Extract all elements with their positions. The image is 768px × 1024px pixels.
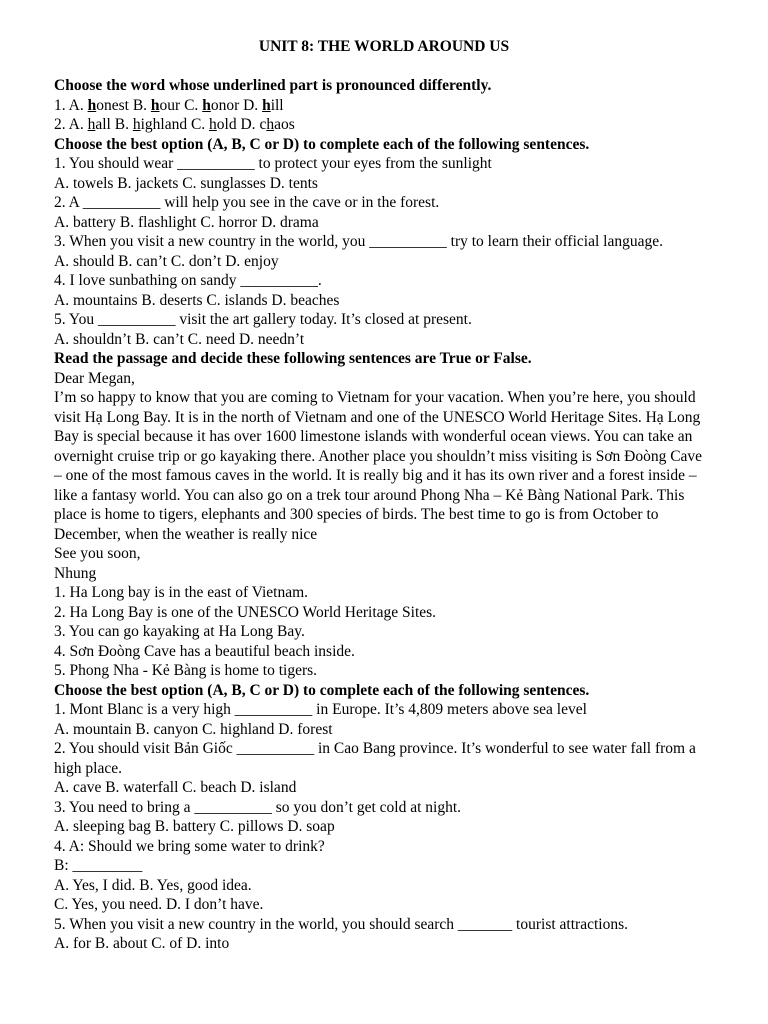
true-false-statement: 3. You can go kayaking at Ha Long Bay.: [54, 623, 305, 640]
question-line: 1. Mont Blanc is a very high __________ in Europe. It’s 4,809 meters above sea level: [54, 701, 587, 718]
passage-line: – one of the most famous caves in the world. It is really big and it has its own river and a forest inside –: [54, 467, 697, 484]
passage-line: like a fantasy world. You can also go on a trek tour around Phong Nha – Kẻ Bàng National Park. This: [54, 486, 685, 504]
true-false-statement: 4. Sơn Đoòng Cave has a beautiful beach inside.: [54, 642, 355, 660]
options-line: A. Yes, I did. B. Yes, good idea.: [54, 876, 252, 894]
letter-signature: Nhung: [54, 564, 97, 582]
options-line: A. shouldn’t B. can’t C. need D. needn’t: [54, 330, 305, 348]
passage-line: December, when the weather is really nice: [54, 525, 318, 543]
options-line: A. mountains B. deserts C. islands D. beaches: [54, 291, 340, 309]
letter-greeting: Dear Megan,: [54, 369, 135, 387]
question-line: 5. You __________ visit the art gallery today. It’s closed at present.: [54, 311, 472, 328]
options-line: A. towels B. jackets C. sunglasses D. tents: [54, 174, 318, 192]
passage-line: place is home to tigers, elephants and 300 species of birds. The best time to go is from October to: [54, 506, 659, 523]
question-line-continued: high place.: [54, 759, 123, 777]
section-heading-multiple-choice-2: Choose the best option (A, B, C or D) to complete each of the following sentences.: [54, 681, 590, 699]
true-false-statement: 2. Ha Long Bay is one of the UNESCO World Heritage Sites.: [54, 603, 437, 621]
letter-closing: See you soon,: [54, 545, 141, 562]
options-line: A. battery B. flashlight C. horror D. drama: [54, 213, 319, 231]
passage-line: I’m so happy to know that you are coming to Vietnam for your vacation. When you’re here, you should: [54, 389, 696, 406]
true-false-statement: 5. Phong Nha - Kẻ Bàng is home to tigers.: [54, 662, 318, 679]
options-line: A. cave B. waterfall C. beach D. island: [54, 779, 297, 796]
options-line: A. sleeping bag B. battery C. pillows D. soap: [54, 818, 335, 835]
answer-blank-line: B: _________: [54, 857, 143, 874]
question-line: 4. A: Should we bring some water to drink?: [54, 837, 325, 855]
question-pronunciation-1: 1. A. honest B. hour C. honor D. hill: [54, 96, 284, 114]
question-line: 4. I love sunbathing on sandy __________.: [54, 272, 322, 289]
question-line: 3. You need to bring a __________ so you don’t get cold at night.: [54, 798, 461, 816]
passage-line: overnight cruise trip or go kayaking there. Another place you shouldn’t miss visiting is Sơn Đoòng Cave: [54, 447, 703, 465]
true-false-statement: 1. Ha Long bay is in the east of Vietnam.: [54, 584, 309, 601]
options-line: A. should B. can’t C. don’t D. enjoy: [54, 252, 279, 270]
question-line: 3. When you visit a new country in the world, you __________ try to learn their official language.: [54, 233, 663, 250]
section-heading-pronunciation: Choose the word whose underlined part is pronounced differently.: [54, 77, 492, 94]
reading-passage: [54, 388, 744, 544]
options-line: C. Yes, you need. D. I don’t have.: [54, 896, 264, 913]
passage-line: Bay is special because it has over 1600 limestone islands with wonderful ocean views. You can take an: [54, 428, 693, 445]
passage-line: visit Hạ Long Bay. It is in the north of Vietnam and one of the UNESCO World Heritage Sites. Hạ Long: [54, 408, 701, 426]
section-heading-reading: Read the passage and decide these following sentences are True or False.: [54, 350, 532, 367]
question-line: 5. When you visit a new country in the world, you should search _______ tourist attractions.: [54, 915, 628, 933]
question-pronunciation-2: 2. A. hall B. highland C. hold D. chaos: [54, 116, 295, 133]
question-line: 2. A __________ will help you see in the cave or in the forest.: [54, 194, 440, 211]
question-line: 1. You should wear __________ to protect your eyes from the sunlight: [54, 155, 492, 172]
options-line: A. for B. about C. of D. into: [54, 935, 230, 952]
question-line: 2. You should visit Bản Giốc __________ in Cao Bang province. It’s wonderful to see water fall from a: [54, 740, 696, 757]
section-heading-multiple-choice: Choose the best option (A, B, C or D) to complete each of the following sentences.: [54, 135, 590, 153]
document-body: [54, 76, 744, 954]
page-title: UNIT 8: THE WORLD AROUND US: [258, 38, 510, 55]
options-line: A. mountain B. canyon C. highland D. forest: [54, 720, 333, 738]
